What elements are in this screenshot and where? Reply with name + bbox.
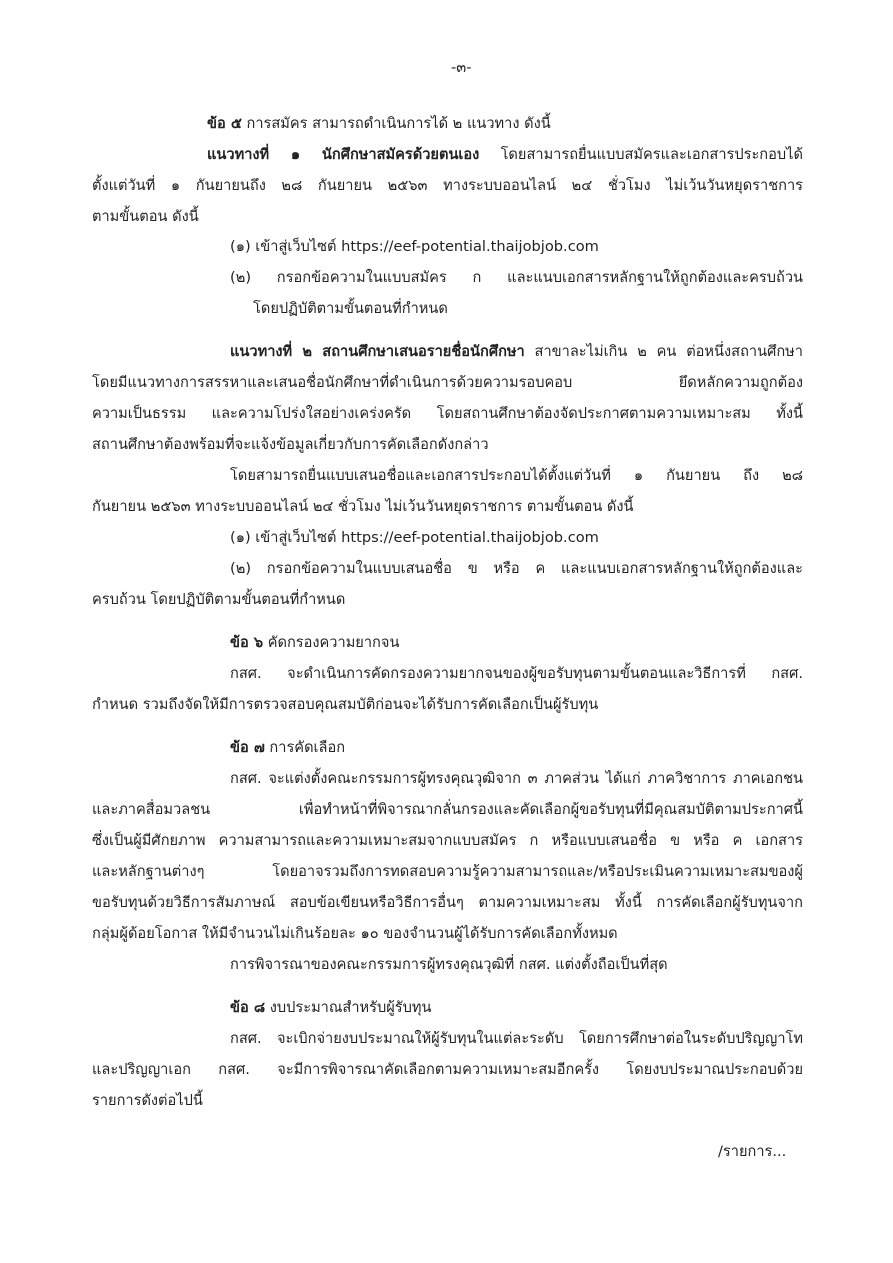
way-2-line-2: โดยมีแนวทางการสรรหาและเสนอชื่อนักศึกษาที่ดำเนินการด้วยความรอบคอบ ยึดหลักความถูกต้อง (92, 374, 803, 391)
section-6-heading (230, 633, 399, 653)
way-1-step-1: (๑) เข้าสู่เว็บไซต์ https://eef-potential.thaijobjob.com (230, 238, 599, 255)
way-2-text: สาขาละไม่เกิน ๒ คน ต่อหนึ่งสถานศึกษา (524, 343, 803, 360)
section-6-label: ข้อ ๖ (230, 634, 264, 651)
section-7-heading (230, 738, 345, 758)
way-1-label: แนวทางที่ ๑ นักศึกษาสมัครด้วยตนเอง (207, 146, 480, 163)
way-2-line-3: ความเป็นธรรม และความโปร่งใสอย่างเคร่งครัด โดยสถานศึกษาต้องจัดประกาศตามความเหมาะสม ทั้งนี้ (92, 405, 803, 422)
section-6-line-1: กสศ. จะดำเนินการคัดกรองความยากจนของผู้ขอรับทุนตามขั้นตอนและวิธีการที่ กสศ. (230, 665, 803, 682)
section-6-title: คัดกรองความยากจน (263, 634, 400, 651)
section-7-line-2: และภาคสื่อมวลชน เพื่อทำหน้าที่พิจารณากลั่นกรองและคัดเลือกผู้ขอรับทุนที่มีคุณสมบัติตามประกาศนี้ (92, 801, 803, 818)
section-8-label: ข้อ ๘ (230, 999, 266, 1016)
way-2-line-4: สถานศึกษาต้องพร้อมที่จะแจ้งข้อมูลเกี่ยวกับการคัดเลือกดังกล่าว (92, 436, 489, 453)
section-8-title: งบประมาณสำหรับผู้รับทุน (265, 999, 432, 1016)
way-1-line-3: ตามขั้นตอน ดังนี้ (92, 208, 199, 225)
section-8-heading (230, 998, 432, 1018)
section-6-line-2: กำหนด รวมถึงจัดให้มีการตรวจสอบคุณสมบัติก่อนจะได้รับการคัดเลือกเป็นผู้รับทุน (92, 696, 599, 713)
way-2-step-1: (๑) เข้าสู่เว็บไซต์ https://eef-potential.thaijobjob.com (230, 529, 599, 546)
section-7-line-4: และหลักฐานต่างๆ โดยอาจรวมถึงการทดสอบความรู้ความสามารถและ/หรือประเมินความเหมาะสมของผู้ (92, 863, 803, 880)
section-5-heading (207, 114, 551, 134)
section-8-line-1: กสศ. จะเบิกจ่ายงบประมาณให้ผู้รับทุนในแต่ละระดับ โดยการศึกษาต่อในระดับปริญญาโท (230, 1030, 803, 1047)
way-1-step-2-cont: โดยปฏิบัติตามขั้นตอนที่กำหนด (253, 300, 448, 317)
section-7-line-6: กลุ่มผู้ด้อยโอกาส ให้มีจำนวนไม่เกินร้อยละ ๑๐ ของจำนวนผู้ได้รับการคัดเลือกทั้งหมด (92, 925, 618, 942)
section-7-line-1: กสศ. จะแต่งตั้งคณะกรรมการผู้ทรงคุณวุฒิจาก ๓ ภาคส่วน ได้แก่ ภาควิชาการ ภาคเอกชน (230, 770, 803, 787)
way-2-line-1 (230, 342, 803, 362)
section-8-line-3: รายการดังต่อไปนี้ (92, 1092, 203, 1109)
section-7-line-5: ขอรับทุนด้วยวิธีการสัมภาษณ์ สอบข้อเขียนหรือวิธีการอื่นๆ ตามความเหมาะสม ทั้งนี้ การคัดเลือกผู้รับทุนจาก (92, 894, 803, 911)
section-7-line-7: การพิจารณาของคณะกรรมการผู้ทรงคุณวุฒิที่ กสศ. แต่งตั้งถือเป็นที่สุด (230, 956, 668, 973)
way-2-line-6: กันยายน ๒๕๖๓ ทางระบบออนไลน์ ๒๔ ชั่วโมง ไม่เว้นวันหยุดราชการ ตามขั้นตอน ดังนี้ (92, 498, 634, 515)
section-8-line-2: และปริญญาเอก กสศ. จะมีการพิจารณาคัดเลือกตามความเหมาะสมอีกครั้ง โดยงบประมาณประกอบด้วย (92, 1061, 803, 1078)
section-5-label: ข้อ ๕ (207, 115, 242, 132)
way-1-line-2: ตั้งแต่วันที่ ๑ กันยายนถึง ๒๘ กันยายน ๒๕๖๓ ทางระบบออนไลน์ ๒๔ ชั่วโมง ไม่เว้นวันหยุดราชการ (92, 177, 803, 194)
way-1-step-2: (๒) กรอกข้อความในแบบสมัคร ก และแนบเอกสารหลักฐานให้ถูกต้องและครบถ้วน (230, 269, 803, 286)
section-7-title: การคัดเลือก (264, 739, 346, 756)
section-7-label: ข้อ ๗ (230, 739, 265, 756)
way-2-step-2: (๒) กรอกข้อความในแบบเสนอชื่อ ข หรือ ค และแนบเอกสารหลักฐานให้ถูกต้องและ (230, 560, 803, 577)
section-7-line-3: ซึ่งเป็นผู้มีศักยภาพ ความสามารถและความเหมาะสมจากแบบสมัคร ก หรือแบบเสนอชื่อ ข หรือ ค เอกสาร (92, 832, 803, 849)
way-1-text: โดยสามารถยื่นแบบสมัครและเอกสารประกอบได้ (479, 146, 803, 163)
section-5-title: การสมัคร สามารถดำเนินการได้ ๒ แนวทาง ดังนี้ (241, 115, 551, 132)
page-number: -๓- (451, 59, 472, 76)
way-2-line-5: โดยสามารถยื่นแบบเสนอชื่อและเอกสารประกอบได้ตั้งแต่วันที่ ๑ กันยายน ถึง ๒๘ (230, 467, 803, 484)
continuation-marker: /รายการ... (718, 1143, 787, 1160)
way-2-step-2-cont: ครบถ้วน โดยปฏิบัติตามขั้นตอนที่กำหนด (92, 591, 346, 608)
way-2-label: แนวทางที่ ๒ สถานศึกษาเสนอรายชื่อนักศึกษา (230, 343, 525, 360)
way-1-line-1 (207, 145, 803, 165)
